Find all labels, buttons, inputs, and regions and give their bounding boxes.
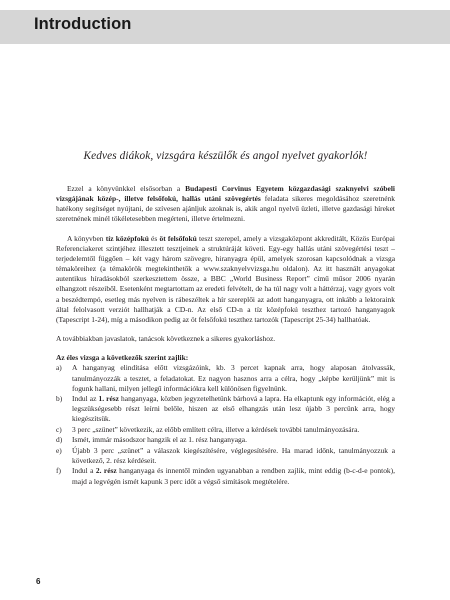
list-text bbox=[72, 425, 395, 435]
list-marker: f) bbox=[56, 466, 61, 476]
text-run: Ismét, immár másodszor hangzik el az 1. rész hanganyaga. bbox=[72, 435, 247, 445]
bold-run: tíz középfokú bbox=[105, 233, 149, 243]
list-marker: c) bbox=[56, 424, 62, 434]
text-run: Indul az bbox=[72, 394, 99, 404]
text-run: feladata sikeres megoldásához szeretnénk hatékony segítséget nyújtani, de szívesen ajánljuk azoknak is, akik angol nyelvű üzleti, illetve gazdasági híreket szeretnének minél tökéletesebben megérteni, illetve értelmezni. bbox=[56, 194, 395, 224]
paragraph-intro-2 bbox=[56, 234, 395, 325]
text-run: 3 perc „szünet” következik, az előbb említett célra, illetve a kérdések további tanulmányozására. bbox=[72, 424, 360, 434]
text-run: Indul a bbox=[72, 466, 96, 476]
list-item bbox=[56, 363, 395, 393]
page-content bbox=[56, 150, 395, 487]
paragraph-intro-1 bbox=[56, 184, 395, 225]
text-run: hanganyaga és innentől minden ugyanabban a rendben zajlik, mint eddig (b-c-d-e pontok), majd a legvégén ismét kapunk 3 perc időt a végső simítások megtételére. bbox=[72, 466, 395, 486]
list-marker: d) bbox=[56, 435, 63, 445]
list-item bbox=[56, 435, 395, 445]
bold-run: öt felsőfokú bbox=[159, 233, 197, 243]
list-item bbox=[56, 446, 395, 466]
text-run: A könyvben bbox=[67, 233, 106, 243]
bold-run: 1. rész bbox=[98, 394, 119, 404]
list-marker: e) bbox=[56, 445, 62, 455]
list-item bbox=[56, 466, 395, 486]
text-run: hanganyaga, közben jegyzetelhetünk bárhová a lapra. Ha elkaptunk egy információt, elég a legszükségesebb részt leírni belőle, hiszen az első elhangzás után lesz újabb 3 percünk arra, hogy kiegészítsük. bbox=[72, 394, 395, 424]
greeting: Kedves diákok, vizsgára készülők és angol nyelvet gyakorlók! bbox=[83, 150, 368, 162]
list-text bbox=[72, 446, 395, 466]
text-run: és bbox=[148, 233, 160, 243]
bold-run: 2. rész bbox=[95, 466, 117, 476]
list-text bbox=[72, 363, 395, 393]
exam-steps-list bbox=[56, 363, 395, 486]
list-text bbox=[72, 466, 395, 486]
list-item bbox=[56, 425, 395, 435]
text-run: Újabb 3 perc „szünet” a válaszok kiegészítésére, véglegesítésére. Ha marad időnk, tanulmányozzuk a következő, 2. rész kérdéseit. bbox=[72, 445, 395, 465]
text-run: A hanganyag elindítása előtt vizsgázóink, kb. 3 percet kapnak arra, hogy alaposan átolvassák, tanulmányozzák a tesztet, a feladatokat. Ez nagyon hasznos arra a célra, hogy „képbe kerüljünk” mit is fogunk hallani, milyen jellegű információkra kell különösen figyelnünk. bbox=[72, 363, 395, 393]
chapter-title: Introduction bbox=[34, 15, 132, 33]
list-marker: b) bbox=[56, 394, 63, 404]
page-number: 6 bbox=[36, 577, 41, 586]
paragraph-intro-3: A továbbiakban javaslatok, tanácsok következnek a sikeres gyakorláshoz. bbox=[56, 334, 276, 344]
bold-run: Budapesti Corvinus Egyetem közgazdasági szaknyelvi szóbeli vizsgájának közép-, illetve felsőfokú, hallás utáni szövegértés bbox=[56, 184, 395, 204]
list-text bbox=[72, 435, 395, 445]
text-run: Ezzel a könyvünkkel elsősorban a bbox=[67, 184, 186, 193]
list-marker: a) bbox=[56, 363, 62, 373]
text-run: teszt szerepel, amely a vizsgaközpont akkreditált, Közös Európai Referenciakeret szintjéhez illesztett tesztjeinek a struktúráját követi. Egy-egy hallás utáni szövegértési teszt – terjedelemtől függően – két vagy három szövegre, hiranyagra épül, amelyek szorosan kapcsolódnak a vizsga témaköreihez (a témakörök megtekinthetők a www.szaknyelvvizsga.hu oldalon). Az itt használt anyagokat autentikus híradásokból szerkesztettem össze, a BBC „World Business Report” című műsor 2006 nyarán elhangzott részeiből. Esetenként megtartottam az eredeti felvételt, de ha túl nagy volt a háttérzaj, vagy gyors volt a beszédtempó, esetleg más nyelven is rábeszéltek a hír szereplői az adott hanganyagra, ott inkább a lektoraink által felolvasott verziót hallhatják a CD-n. Az első CD-n a tíz középfokú teszthez tartozó hanganyagok (Tapescript 1-24), míg a másodikon pedig az öt felsőfokú teszthez tartozók (Tapescript 25-34) hallhatóak. bbox=[56, 233, 396, 324]
section-heading: Az éles vizsga a következők szerint zajlik: bbox=[56, 353, 189, 363]
list-item bbox=[56, 394, 395, 424]
list-text bbox=[72, 394, 395, 424]
